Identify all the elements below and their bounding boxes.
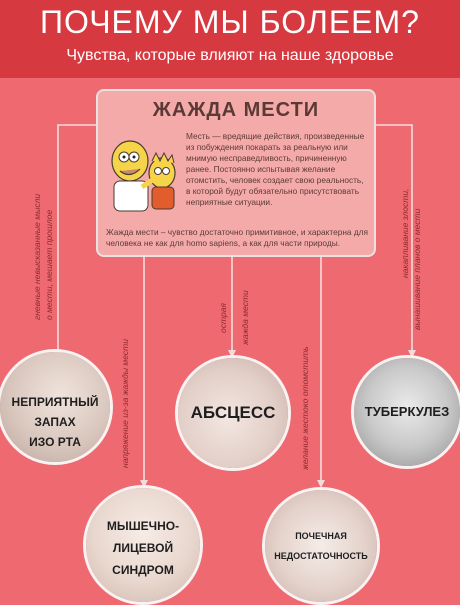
box-bottom-text: Жажда мести – чувство достаточно примитивное, и характерна для человека не как для homo sapiens, а как для части природы. (106, 227, 368, 248)
box-main-text: Месть — вредящие действия, произведенные из побуждения покарать за реальную или мнимую несправедливость, причиненную ранее. Постоянно испытывая желание отомстить, человек создает свою реальность, в которой будут обязательно присутствовать неприятные ситуации. (186, 131, 365, 207)
abscess-label: АБСЦЕСС (190, 403, 276, 422)
label-center-2: жажда мести (240, 290, 250, 345)
label-mid-left: напряжение из-за жажды мести (120, 339, 130, 468)
kidney-failure-circle (265, 490, 377, 602)
facial-syndrome-line-2: ЛИЦЕВОЙ (112, 541, 174, 555)
box-title: ЖАЖДА МЕСТИ (152, 99, 320, 121)
cartoon-illustration (102, 131, 186, 221)
tuberculosis-label: ТУБЕРКУЛЕЗ (364, 404, 450, 419)
facial-syndrome-line-1: МЫШЕЧНО- (106, 519, 180, 533)
abscess-circle (178, 358, 288, 468)
kidney-failure-line-2: НЕДОСТАТОЧНОСТЬ (274, 551, 368, 561)
label-far-left-2: о мести, мешает прошлое (44, 209, 54, 320)
label-far-right-2: вынашивание планов о мести (412, 208, 422, 330)
page-title: ПОЧЕМУ МЫ БОЛЕЕМ? (40, 4, 420, 40)
page-subtitle: Чувства, которые влияют на наше здоровье (66, 47, 394, 64)
facial-syndrome-circle (86, 488, 200, 602)
tuberculosis-circle (354, 358, 460, 466)
label-far-left-1: гневные невысказанные мысли (32, 193, 42, 320)
bad-breath-line-2: ЗАПАХ (34, 415, 76, 429)
kidney-failure-line-1: ПОЧЕЧНАЯ (295, 531, 347, 541)
bad-breath-circle (0, 352, 110, 462)
label-mid-right: желание жестоко отомстить (300, 346, 310, 470)
facial-syndrome-line-3: СИНДРОМ (112, 563, 174, 577)
label-center-1: острая (218, 303, 228, 333)
bad-breath-line-1: НЕПРИЯТНЫЙ (11, 395, 99, 409)
bad-breath-line-3: ИЗО РТА (29, 435, 81, 449)
revenge-info-box (96, 89, 376, 257)
label-far-right-1: накапливание злости, (400, 188, 410, 278)
